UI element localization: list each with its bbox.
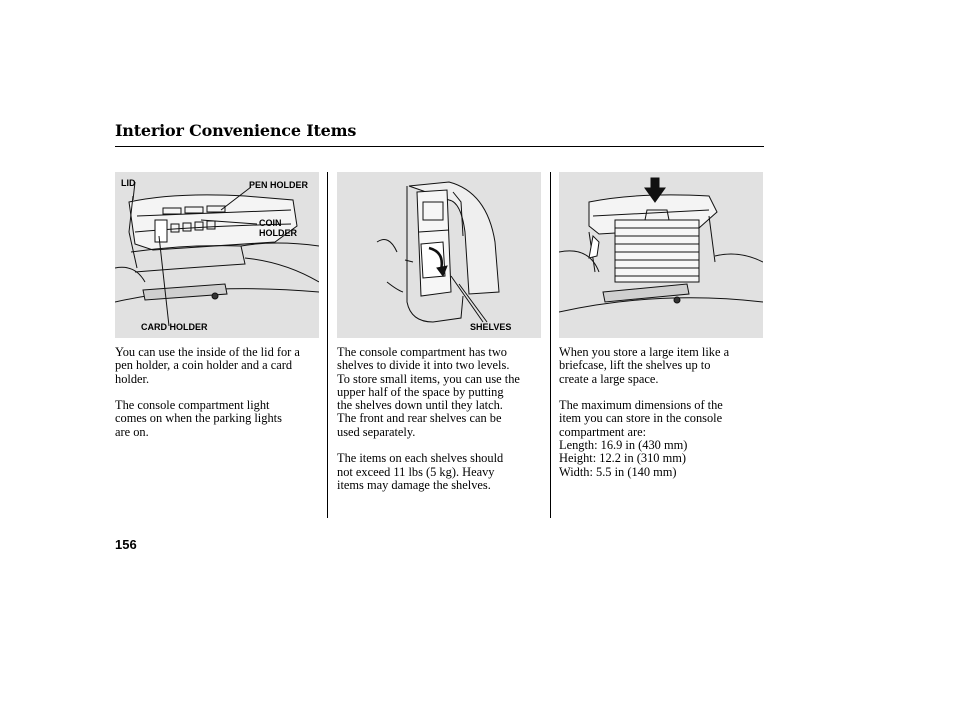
paragraph: The console compartment has two shelves to divide it into two levels. To store small items, you can use the upper half of the space by putting the shelves down until they latch. The front and rear shelves can be used separately. — [337, 345, 520, 439]
lid-illustration — [115, 172, 319, 338]
column-divider-2 — [550, 172, 551, 518]
text-column-1 — [115, 346, 325, 452]
column-divider-1 — [327, 172, 328, 518]
title-rule — [115, 146, 764, 147]
paragraph: You can use the inside of the lid for a pen holder, a coin holder and a card holder. — [115, 345, 300, 386]
paragraph: When you store a large item like a briefcase, lift the shelves up to create a large space. — [559, 345, 730, 386]
shelves-label: SHELVES — [470, 322, 512, 332]
card-holder-label: CARD HOLDER — [141, 322, 208, 332]
lid-label: LID — [121, 178, 136, 188]
coin-holder-label: COIN HOLDER — [259, 218, 297, 238]
briefcase-illustration — [559, 172, 763, 338]
paragraph: The console compartment light comes on when the parking lights are on. — [115, 398, 282, 439]
pen-holder-label: PEN HOLDER — [249, 180, 309, 190]
section-title: Interior Convenience Items — [115, 121, 357, 140]
paragraph: The maximum dimensions of the item you can store in the console compartment are: Length: 16.9 in (430 mm) Height: 12.2 in (310 mm) Width: 5.5 in (140 mm) — [559, 398, 723, 479]
text-column-2 — [337, 346, 547, 506]
page-number: 156 — [115, 537, 137, 552]
paragraph: The items on each shelves should not exceed 11 lbs (5 kg). Heavy items may damage the shelves. — [337, 451, 504, 492]
shelves-illustration — [337, 172, 541, 338]
text-column-3 — [559, 346, 769, 492]
